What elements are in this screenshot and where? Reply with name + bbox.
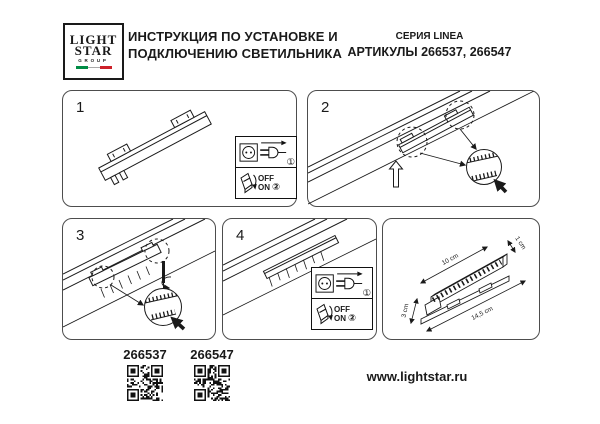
step-2-panel [307, 90, 540, 207]
unplug-step [236, 137, 296, 167]
on-label: ON [258, 183, 270, 192]
step-2-number: 2 [321, 99, 330, 116]
article-label: 266547 [190, 347, 234, 362]
dimension-total-length: 14,5 cm [470, 305, 495, 323]
off-label: OFF [258, 173, 274, 183]
step-3-panel [62, 218, 216, 340]
leader-arrow [420, 153, 465, 165]
article-label: 266537 [123, 347, 167, 362]
leader-arrow [460, 129, 476, 149]
fixing-screw-illustration [63, 219, 215, 339]
step-3-number: 3 [76, 227, 85, 244]
dimension-top-length: 10 cm [440, 252, 460, 267]
qr-block-266547 [190, 347, 234, 406]
logo-word-group: GROUP [78, 57, 109, 63]
qr-block-266537 [123, 347, 167, 406]
step-1-number: 1 [76, 99, 85, 116]
track-mounting-illustration [308, 91, 539, 206]
magnifier-detail-circle [145, 289, 185, 330]
plug-in-step [312, 268, 372, 298]
page-title [128, 29, 342, 62]
socket-plug-icon [314, 271, 368, 296]
dimension-width: 1 cm [513, 235, 528, 251]
italian-flag-stripe [76, 66, 112, 69]
step-1-panel [62, 90, 297, 207]
magnifier-detail-circle [466, 150, 506, 193]
step-marker-1: ① [286, 157, 295, 168]
track-lines [63, 219, 215, 327]
step-4-number: 4 [236, 227, 245, 244]
title-line-1: ИНСТРУКЦИЯ ПО УСТАНОВКЕ И [128, 29, 338, 44]
step-4-panel [222, 218, 377, 340]
switch-icon [238, 171, 257, 195]
switch-labels [334, 305, 356, 324]
on-label: ON [334, 314, 346, 323]
qr-code [127, 365, 163, 401]
pointer-thick-arrow [173, 319, 184, 329]
website-url: www.lightstar.ru [366, 369, 468, 384]
off-label: OFF [334, 304, 350, 314]
series-block [337, 31, 522, 59]
series-label: СЕРИЯ LINEA [395, 31, 464, 42]
power-steps-inset [235, 136, 297, 199]
qr-code [194, 365, 230, 401]
fixture-on-track [87, 241, 161, 286]
title-line-2: ПОДКЛЮЧЕНИЮ СВЕТИЛЬНИКА [128, 45, 342, 61]
pointer-thick-arrow [496, 182, 506, 193]
lightstar-logo [63, 23, 124, 80]
switch-icon [314, 302, 333, 326]
step-marker-2: ② [272, 182, 281, 193]
switch-off-step [236, 167, 296, 198]
leader-arrow [111, 285, 143, 305]
fixture-on-track [397, 104, 474, 153]
step-marker-2: ② [348, 313, 357, 324]
step-marker-1: ① [362, 288, 371, 299]
dimensions-panel [382, 218, 540, 340]
switch-labels [258, 174, 280, 193]
articles-label: АРТИКУЛЫ 266537, 266547 [347, 45, 512, 59]
power-steps-inset [311, 267, 373, 330]
dimensions-illustration [383, 219, 539, 339]
logo-word-light: LIGHT [69, 32, 118, 48]
socket-plug-icon [238, 140, 292, 165]
switch-on-step [312, 298, 372, 329]
logo-word-star: STAR [74, 43, 113, 59]
insert-direction-arrow [390, 161, 403, 187]
dimension-height: 3 cm [400, 303, 411, 319]
